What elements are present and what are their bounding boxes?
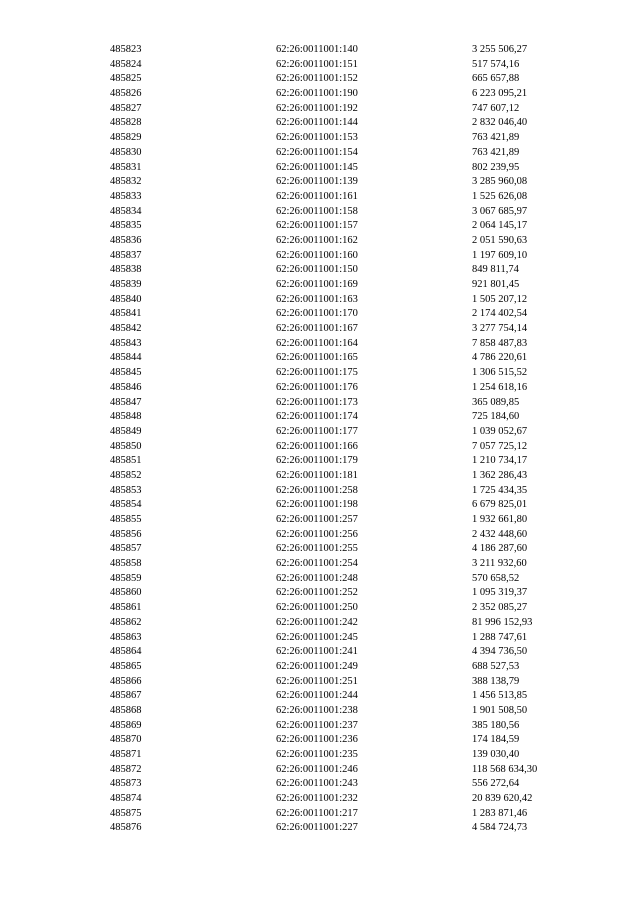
table-row bbox=[0, 175, 640, 190]
table-row bbox=[0, 381, 640, 396]
table-row bbox=[0, 58, 640, 73]
table-row bbox=[0, 719, 640, 734]
cadastral-number: 62:26:0011001:139 bbox=[276, 176, 358, 188]
cadastral-value: 570 658,52 bbox=[472, 572, 520, 584]
table-row bbox=[0, 660, 640, 675]
table-row bbox=[0, 263, 640, 278]
cadastral-number: 62:26:0011001:248 bbox=[276, 572, 358, 584]
cadastral-value: 1 456 513,85 bbox=[472, 690, 528, 702]
row-id: 485842 bbox=[110, 323, 142, 335]
row-id: 485869 bbox=[110, 719, 142, 731]
cadastral-value: 763 421,89 bbox=[472, 146, 520, 158]
row-id: 485872 bbox=[110, 763, 142, 775]
cadastral-value: 688 527,53 bbox=[472, 660, 520, 672]
cadastral-value: 81 996 152,93 bbox=[472, 616, 533, 628]
cadastral-number: 62:26:0011001:162 bbox=[276, 234, 358, 246]
row-id: 485866 bbox=[110, 675, 142, 687]
row-id: 485875 bbox=[110, 807, 142, 819]
table-row bbox=[0, 278, 640, 293]
cadastral-number: 62:26:0011001:170 bbox=[276, 308, 358, 320]
cadastral-value: 2 432 448,60 bbox=[472, 528, 528, 540]
row-id: 485824 bbox=[110, 58, 142, 70]
table-row bbox=[0, 542, 640, 557]
cadastral-number: 62:26:0011001:251 bbox=[276, 675, 358, 687]
cadastral-value: 365 089,85 bbox=[472, 396, 520, 408]
row-id: 485834 bbox=[110, 205, 142, 217]
row-id: 485861 bbox=[110, 602, 142, 614]
cadastral-value: 3 277 754,14 bbox=[472, 323, 528, 335]
cadastral-number: 62:26:0011001:227 bbox=[276, 822, 358, 834]
cadastral-number: 62:26:0011001:158 bbox=[276, 205, 358, 217]
table-row bbox=[0, 205, 640, 220]
cadastral-value: 6 679 825,01 bbox=[472, 499, 528, 511]
row-id: 485844 bbox=[110, 352, 142, 364]
cadastral-number: 62:26:0011001:150 bbox=[276, 264, 358, 276]
cadastral-value: 1 283 871,46 bbox=[472, 807, 528, 819]
cadastral-value: 665 657,88 bbox=[472, 73, 520, 85]
table-row bbox=[0, 366, 640, 381]
row-id: 485853 bbox=[110, 484, 142, 496]
table-row bbox=[0, 131, 640, 146]
row-id: 485833 bbox=[110, 190, 142, 202]
cadastral-number: 62:26:0011001:243 bbox=[276, 778, 358, 790]
cadastral-value: 1 095 319,37 bbox=[472, 587, 528, 599]
cadastral-value: 849 811,74 bbox=[472, 264, 519, 276]
cadastral-value: 1 210 734,17 bbox=[472, 455, 528, 467]
table-row bbox=[0, 601, 640, 616]
cadastral-value: 3 255 506,27 bbox=[472, 44, 528, 55]
row-id: 485836 bbox=[110, 234, 142, 246]
cadastral-number: 62:26:0011001:192 bbox=[276, 102, 358, 114]
table-row bbox=[0, 307, 640, 322]
table-row bbox=[0, 440, 640, 455]
cadastral-number: 62:26:0011001:153 bbox=[276, 132, 358, 144]
cadastral-value: 385 180,56 bbox=[472, 719, 520, 731]
cadastral-value: 747 607,12 bbox=[472, 102, 520, 114]
cadastral-number: 62:26:0011001:173 bbox=[276, 396, 358, 408]
cadastral-value: 20 839 620,42 bbox=[472, 793, 533, 805]
cadastral-value: 1 254 618,16 bbox=[472, 381, 528, 393]
cadastral-value-table bbox=[0, 43, 640, 836]
cadastral-number: 62:26:0011001:140 bbox=[276, 44, 358, 55]
row-id: 485823 bbox=[110, 44, 142, 55]
cadastral-value: 1 039 052,67 bbox=[472, 425, 528, 437]
row-id: 485845 bbox=[110, 367, 142, 379]
cadastral-number: 62:26:0011001:174 bbox=[276, 411, 358, 423]
table-row bbox=[0, 821, 640, 836]
cadastral-value: 2 352 085,27 bbox=[472, 602, 528, 614]
cadastral-value: 2 051 590,63 bbox=[472, 234, 528, 246]
cadastral-value: 763 421,89 bbox=[472, 132, 520, 144]
cadastral-value: 6 223 095,21 bbox=[472, 88, 528, 100]
cadastral-number: 62:26:0011001:190 bbox=[276, 88, 358, 100]
cadastral-value: 139 030,40 bbox=[472, 749, 520, 760]
cadastral-value: 1 362 286,43 bbox=[472, 469, 528, 481]
cadastral-value: 2 064 145,17 bbox=[472, 220, 528, 232]
cadastral-number: 62:26:0011001:242 bbox=[276, 616, 358, 628]
table-row bbox=[0, 351, 640, 366]
table-row bbox=[0, 87, 640, 102]
cadastral-value: 7 057 725,12 bbox=[472, 440, 528, 452]
row-id: 485841 bbox=[110, 308, 142, 320]
row-id: 485829 bbox=[110, 132, 142, 144]
cadastral-value: 1 197 609,10 bbox=[472, 249, 528, 261]
cadastral-number: 62:26:0011001:250 bbox=[276, 602, 358, 614]
row-id: 485876 bbox=[110, 822, 142, 834]
row-id: 485848 bbox=[110, 411, 142, 423]
table-row bbox=[0, 337, 640, 352]
table-row bbox=[0, 645, 640, 660]
table-row bbox=[0, 410, 640, 425]
cadastral-value: 802 239,95 bbox=[472, 161, 520, 173]
row-id: 485832 bbox=[110, 176, 142, 188]
row-id: 485870 bbox=[110, 734, 142, 746]
cadastral-number: 62:26:0011001:164 bbox=[276, 337, 358, 349]
cadastral-number: 62:26:0011001:257 bbox=[276, 514, 358, 525]
cadastral-number: 62:26:0011001:181 bbox=[276, 469, 358, 481]
row-id: 485831 bbox=[110, 161, 142, 173]
row-id: 485847 bbox=[110, 396, 142, 408]
cadastral-number: 62:26:0011001:144 bbox=[276, 117, 358, 129]
cadastral-value: 1 525 626,08 bbox=[472, 190, 528, 202]
cadastral-value: 517 574,16 bbox=[472, 58, 520, 70]
cadastral-number: 62:26:0011001:179 bbox=[276, 455, 358, 467]
cadastral-value: 1 725 434,35 bbox=[472, 484, 528, 496]
cadastral-number: 62:26:0011001:256 bbox=[276, 528, 358, 540]
table-row bbox=[0, 498, 640, 513]
cadastral-number: 62:26:0011001:255 bbox=[276, 543, 358, 555]
cadastral-value: 7 858 487,83 bbox=[472, 337, 528, 349]
cadastral-number: 62:26:0011001:152 bbox=[276, 73, 358, 85]
cadastral-value: 3 285 960,08 bbox=[472, 176, 528, 188]
table-row bbox=[0, 102, 640, 117]
row-id: 485858 bbox=[110, 558, 142, 570]
table-row bbox=[0, 425, 640, 440]
cadastral-number: 62:26:0011001:145 bbox=[276, 161, 358, 173]
cadastral-value: 3 211 932,60 bbox=[472, 558, 527, 570]
row-id: 485873 bbox=[110, 778, 142, 790]
cadastral-number: 62:26:0011001:198 bbox=[276, 499, 358, 511]
row-id: 485825 bbox=[110, 73, 142, 85]
cadastral-number: 62:26:0011001:258 bbox=[276, 484, 358, 496]
row-id: 485840 bbox=[110, 293, 142, 305]
cadastral-number: 62:26:0011001:217 bbox=[276, 807, 358, 819]
row-id: 485868 bbox=[110, 704, 142, 716]
cadastral-number: 62:26:0011001:252 bbox=[276, 587, 358, 599]
table-row bbox=[0, 322, 640, 337]
row-id: 485837 bbox=[110, 249, 142, 261]
row-id: 485846 bbox=[110, 381, 142, 393]
row-id: 485863 bbox=[110, 631, 142, 643]
cadastral-number: 62:26:0011001:245 bbox=[276, 631, 358, 643]
cadastral-value: 1 505 207,12 bbox=[472, 293, 528, 305]
row-id: 485851 bbox=[110, 455, 142, 467]
row-id: 485843 bbox=[110, 337, 142, 349]
cadastral-value: 921 801,45 bbox=[472, 279, 520, 290]
cadastral-number: 62:26:0011001:244 bbox=[276, 690, 358, 702]
row-id: 485864 bbox=[110, 646, 142, 658]
cadastral-number: 62:26:0011001:160 bbox=[276, 249, 358, 261]
cadastral-number: 62:26:0011001:238 bbox=[276, 704, 358, 716]
row-id: 485827 bbox=[110, 102, 142, 114]
row-id: 485855 bbox=[110, 514, 142, 525]
cadastral-value: 1 288 747,61 bbox=[472, 631, 528, 643]
row-id: 485865 bbox=[110, 660, 142, 672]
table-row bbox=[0, 190, 640, 205]
row-id: 485830 bbox=[110, 146, 142, 158]
cadastral-value: 1 306 515,52 bbox=[472, 367, 528, 379]
cadastral-number: 62:26:0011001:241 bbox=[276, 646, 358, 658]
cadastral-number: 62:26:0011001:232 bbox=[276, 793, 358, 805]
cadastral-number: 62:26:0011001:161 bbox=[276, 190, 358, 202]
cadastral-number: 62:26:0011001:176 bbox=[276, 381, 358, 393]
cadastral-number: 62:26:0011001:175 bbox=[276, 367, 358, 379]
row-id: 485867 bbox=[110, 690, 142, 702]
row-id: 485838 bbox=[110, 264, 142, 276]
cadastral-value: 174 184,59 bbox=[472, 734, 520, 746]
cadastral-value: 2 832 046,40 bbox=[472, 117, 528, 129]
row-id: 485839 bbox=[110, 279, 142, 290]
cadastral-number: 62:26:0011001:151 bbox=[276, 58, 358, 70]
table-row bbox=[0, 616, 640, 631]
row-id: 485849 bbox=[110, 425, 142, 437]
row-id: 485854 bbox=[110, 499, 142, 511]
table-row bbox=[0, 396, 640, 411]
cadastral-number: 62:26:0011001:237 bbox=[276, 719, 358, 731]
row-id: 485859 bbox=[110, 572, 142, 584]
row-id: 485856 bbox=[110, 528, 142, 540]
cadastral-number: 62:26:0011001:246 bbox=[276, 763, 358, 775]
table-row bbox=[0, 293, 640, 308]
table-row bbox=[0, 704, 640, 719]
row-id: 485860 bbox=[110, 587, 142, 599]
cadastral-number: 62:26:0011001:177 bbox=[276, 425, 358, 437]
cadastral-number: 62:26:0011001:236 bbox=[276, 734, 358, 746]
table-row bbox=[0, 528, 640, 543]
row-id: 485852 bbox=[110, 469, 142, 481]
table-row bbox=[0, 43, 640, 58]
cadastral-value: 1 901 508,50 bbox=[472, 704, 528, 716]
table-row bbox=[0, 454, 640, 469]
cadastral-number: 62:26:0011001:169 bbox=[276, 279, 358, 290]
table-row bbox=[0, 748, 640, 763]
table-row bbox=[0, 161, 640, 176]
table-row bbox=[0, 116, 640, 131]
row-id: 485871 bbox=[110, 749, 142, 760]
row-id: 485857 bbox=[110, 543, 142, 555]
cadastral-number: 62:26:0011001:157 bbox=[276, 220, 358, 232]
cadastral-value: 2 174 402,54 bbox=[472, 308, 528, 320]
table-row bbox=[0, 586, 640, 601]
cadastral-number: 62:26:0011001:167 bbox=[276, 323, 358, 335]
table-row bbox=[0, 807, 640, 822]
table-row bbox=[0, 777, 640, 792]
table-row bbox=[0, 234, 640, 249]
cadastral-value: 118 568 634,30 bbox=[472, 763, 538, 775]
table-row bbox=[0, 792, 640, 807]
cadastral-number: 62:26:0011001:235 bbox=[276, 749, 358, 760]
cadastral-number: 62:26:0011001:254 bbox=[276, 558, 358, 570]
table-row bbox=[0, 146, 640, 161]
cadastral-value: 725 184,60 bbox=[472, 411, 520, 423]
cadastral-value: 556 272,64 bbox=[472, 778, 520, 790]
table-row bbox=[0, 631, 640, 646]
table-row bbox=[0, 469, 640, 484]
table-row bbox=[0, 249, 640, 264]
row-id: 485826 bbox=[110, 88, 142, 100]
cadastral-value: 4 186 287,60 bbox=[472, 543, 528, 555]
row-id: 485862 bbox=[110, 616, 142, 628]
cadastral-value: 388 138,79 bbox=[472, 675, 520, 687]
table-row bbox=[0, 219, 640, 234]
table-row bbox=[0, 675, 640, 690]
table-row bbox=[0, 513, 640, 528]
row-id: 485828 bbox=[110, 117, 142, 129]
row-id: 485850 bbox=[110, 440, 142, 452]
cadastral-number: 62:26:0011001:165 bbox=[276, 352, 358, 364]
cadastral-value: 4 786 220,61 bbox=[472, 352, 528, 364]
table-row bbox=[0, 763, 640, 778]
cadastral-number: 62:26:0011001:154 bbox=[276, 146, 358, 158]
table-row bbox=[0, 689, 640, 704]
cadastral-value: 3 067 685,97 bbox=[472, 205, 528, 217]
table-row bbox=[0, 557, 640, 572]
row-id: 485835 bbox=[110, 220, 142, 232]
table-row bbox=[0, 72, 640, 87]
cadastral-value: 1 932 661,80 bbox=[472, 514, 528, 525]
table-row bbox=[0, 572, 640, 587]
cadastral-number: 62:26:0011001:249 bbox=[276, 660, 358, 672]
cadastral-number: 62:26:0011001:166 bbox=[276, 440, 358, 452]
row-id: 485874 bbox=[110, 793, 142, 805]
cadastral-value: 4 394 736,50 bbox=[472, 646, 528, 658]
table-row bbox=[0, 484, 640, 499]
cadastral-value: 4 584 724,73 bbox=[472, 822, 528, 834]
table-row bbox=[0, 733, 640, 748]
cadastral-number: 62:26:0011001:163 bbox=[276, 293, 358, 305]
